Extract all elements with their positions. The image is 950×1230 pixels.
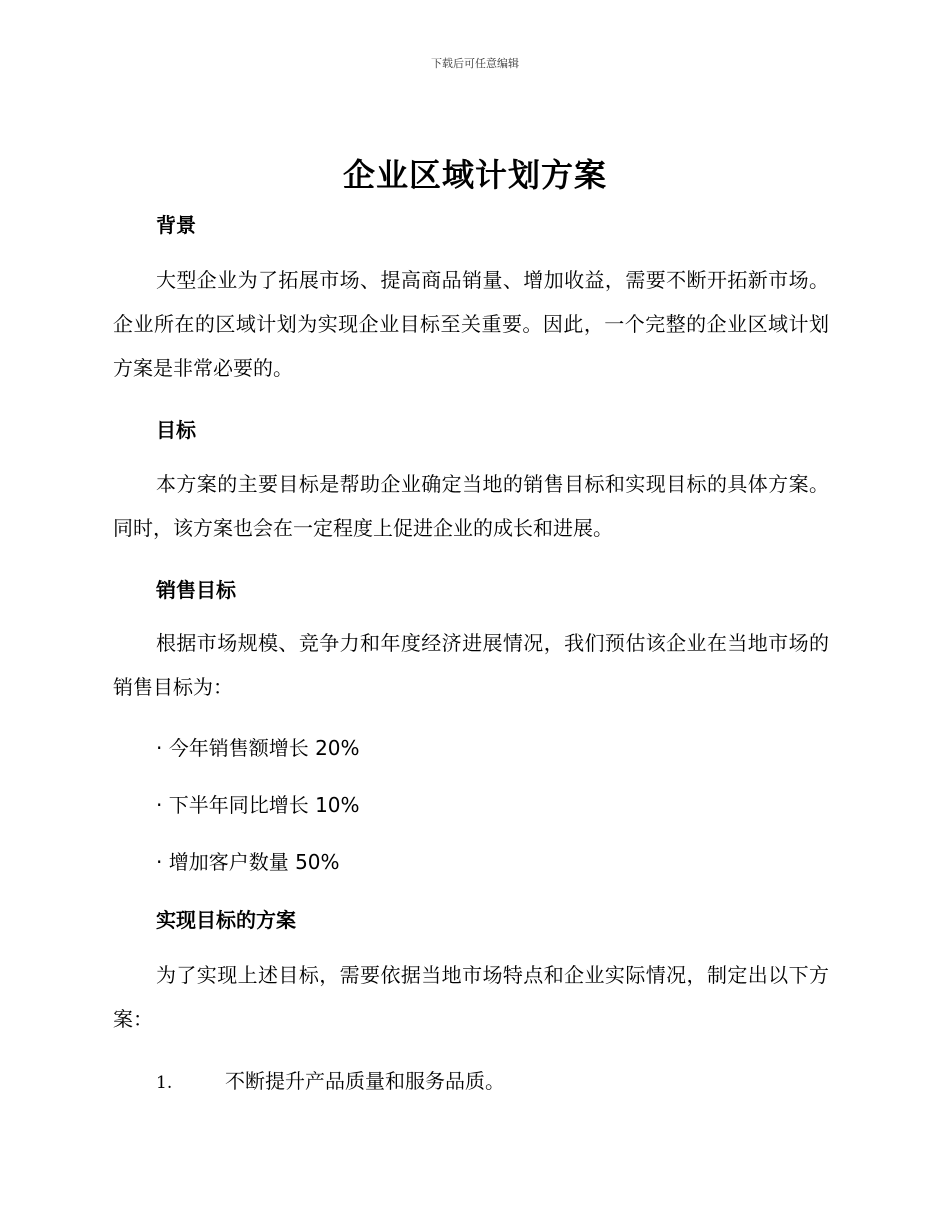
list-item-number: 1. (156, 1073, 173, 1093)
section-paragraph-goal: 本方案的主要目标是帮助企业确定当地的销售目标和实现目标的具体方案。同时，该方案也会在一定程度上促进企业的成长和进展。 (113, 472, 829, 540)
page-header-note: 下载后可任意编辑 (431, 57, 519, 70)
list-item-text: 不断提升产品质量和服务品质。 (225, 1069, 505, 1093)
section-paragraph-sales-target: 根据市场规模、竞争力和年度经济进展情况，我们预估该企业在当地市场的销售目标为： (113, 631, 829, 699)
section-heading-sales-target: 销售目标 (156, 578, 236, 602)
section-heading-background: 背景 (156, 213, 196, 237)
list-item: · 增加客户数量 50% (156, 850, 340, 874)
numbered-list-item (156, 1065, 505, 1094)
section-paragraph-plan: 为了实现上述目标，需要依据当地市场特点和企业实际情况，制定出以下方案： (113, 963, 829, 1031)
section-heading-goal: 目标 (156, 418, 196, 442)
list-item: · 下半年同比增长 10% (156, 793, 360, 817)
section-heading-plan: 实现目标的方案 (156, 908, 296, 932)
document-title: 企业区域计划方案 (342, 156, 607, 194)
section-paragraph-background: 大型企业为了拓展市场、提高商品销量、增加收益，需要不断开拓新市场。企业所在的区域计划为实现企业目标至关重要。因此，一个完整的企业区域计划方案是非常必要的。 (113, 268, 829, 380)
list-item: · 今年销售额增长 20% (156, 736, 360, 760)
